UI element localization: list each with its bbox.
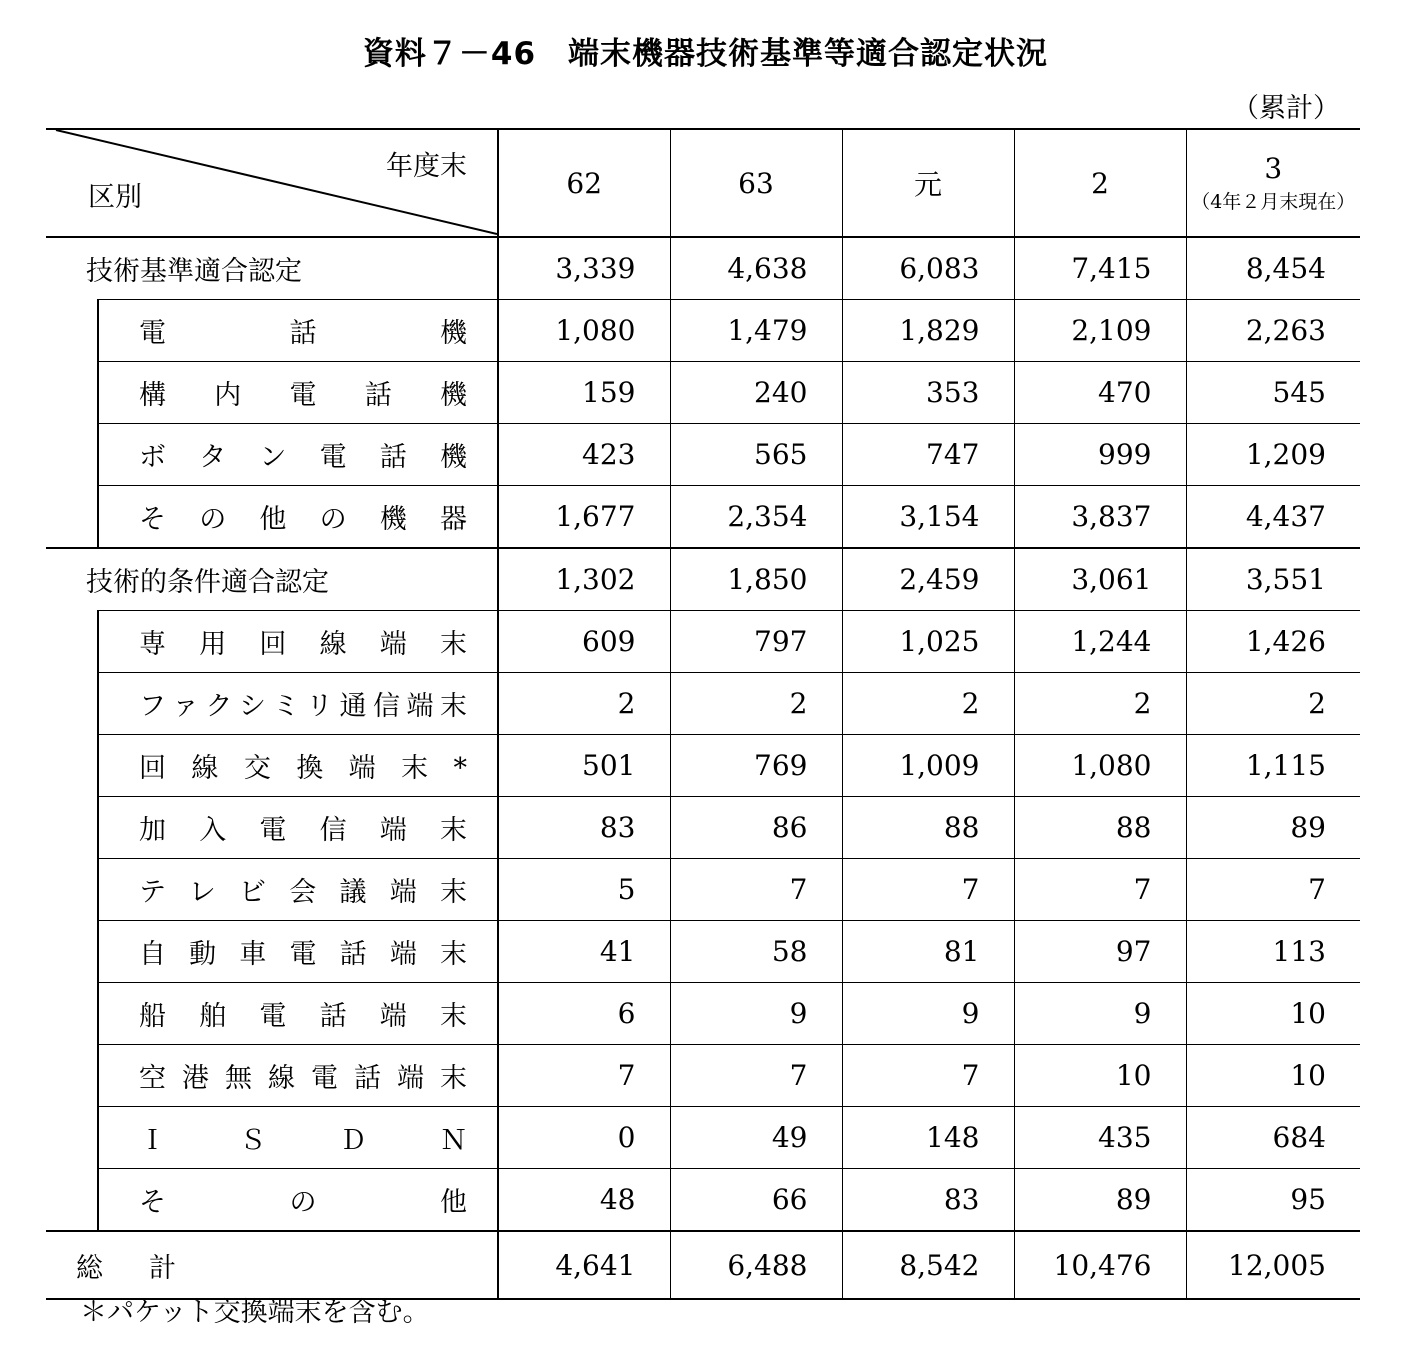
item-label: ボタン電話機 [98, 424, 498, 486]
item-label: テレビ会議端末 [98, 859, 498, 921]
item-value-cell: 1,080 [498, 300, 670, 362]
item-value-cell: 113 [1186, 921, 1360, 983]
item-value-cell: 89 [1014, 1169, 1186, 1232]
table-row [46, 300, 1360, 362]
item-label: その他 [98, 1169, 498, 1232]
item-value-cell: 1,829 [842, 300, 1014, 362]
total-row [46, 1231, 1360, 1299]
item-label: ファクシミリ通信端末 [98, 673, 498, 735]
item-label: 船舶電話端末 [98, 983, 498, 1045]
total-value-cell: 8,542 [842, 1231, 1014, 1299]
total-value-cell: 12,005 [1186, 1231, 1360, 1299]
item-value-cell: 83 [498, 797, 670, 859]
item-value-cell: 48 [498, 1169, 670, 1232]
total-value-cell: 6,488 [670, 1231, 842, 1299]
item-value-cell: 545 [1186, 362, 1360, 424]
indent-cell [46, 983, 98, 1045]
table-row [46, 859, 1360, 921]
item-value-cell: 86 [670, 797, 842, 859]
group-value-cell: 1,302 [498, 548, 670, 611]
item-value-cell: 10 [1186, 983, 1360, 1045]
item-value-cell: 7 [1014, 859, 1186, 921]
item-value-cell: 0 [498, 1107, 670, 1169]
item-value-cell: 49 [670, 1107, 842, 1169]
indent-cell [46, 611, 98, 673]
category-label: 区別 [88, 182, 142, 213]
total-value-cell: 4,641 [498, 1231, 670, 1299]
year-end-label: 年度末 [386, 151, 467, 182]
item-value-cell: 2 [1014, 673, 1186, 735]
item-value-cell: 81 [842, 921, 1014, 983]
item-value-cell: 2,109 [1014, 300, 1186, 362]
item-value-cell: 7 [670, 1045, 842, 1107]
total-value-cell: 10,476 [1014, 1231, 1186, 1299]
item-value-cell: 2 [670, 673, 842, 735]
item-value-cell: 2 [498, 673, 670, 735]
item-value-cell: 9 [842, 983, 1014, 1045]
item-value-cell: 1,426 [1186, 611, 1360, 673]
item-value-cell: 797 [670, 611, 842, 673]
year-header-62: 62 [498, 129, 670, 237]
item-value-cell: 5 [498, 859, 670, 921]
item-value-cell: 66 [670, 1169, 842, 1232]
year-header-3-note: （4年２月末現在） [1191, 191, 1356, 213]
table-row [46, 1045, 1360, 1107]
table-row [46, 921, 1360, 983]
group-value-cell: 8,454 [1186, 237, 1360, 300]
item-value-cell: 1,677 [498, 486, 670, 549]
item-value-cell: 501 [498, 735, 670, 797]
group-value-cell: 7,415 [1014, 237, 1186, 300]
item-value-cell: 88 [1014, 797, 1186, 859]
table-row [46, 611, 1360, 673]
item-value-cell: 3,837 [1014, 486, 1186, 549]
item-value-cell: 95 [1186, 1169, 1360, 1232]
group-value-cell: 3,339 [498, 237, 670, 300]
indent-cell [46, 362, 98, 424]
table-row [46, 424, 1360, 486]
group-label: 技術的条件適合認定 [46, 548, 498, 611]
item-value-cell: 2 [1186, 673, 1360, 735]
item-value-cell: 423 [498, 424, 670, 486]
item-label: 構内電話機 [98, 362, 498, 424]
table-row [46, 797, 1360, 859]
item-value-cell: 435 [1014, 1107, 1186, 1169]
table-row [46, 1107, 1360, 1169]
item-value-cell: 747 [842, 424, 1014, 486]
indent-cell [46, 1169, 98, 1232]
item-label: 自動車電話端末 [98, 921, 498, 983]
header-row [46, 129, 1360, 237]
footnote: ＊パケット交換端末を含む。 [80, 1297, 430, 1328]
item-value-cell: 3,154 [842, 486, 1014, 549]
item-value-cell: 1,080 [1014, 735, 1186, 797]
item-label: 専用回線端末 [98, 611, 498, 673]
group-value-cell: 1,850 [670, 548, 842, 611]
item-value-cell: 41 [498, 921, 670, 983]
unit-label: （累計） [1232, 93, 1340, 124]
item-value-cell: 1,115 [1186, 735, 1360, 797]
item-value-cell: 1,479 [670, 300, 842, 362]
group-value-cell: 3,061 [1014, 548, 1186, 611]
table-row [46, 362, 1360, 424]
item-value-cell: 1,009 [842, 735, 1014, 797]
group-value-cell: 4,638 [670, 237, 842, 300]
table-row [46, 735, 1360, 797]
item-value-cell: 148 [842, 1107, 1014, 1169]
year-header-3-label: 3 [1264, 152, 1283, 185]
year-header-2: 2 [1014, 129, 1186, 237]
item-value-cell: 565 [670, 424, 842, 486]
year-header-3 [1186, 129, 1360, 237]
indent-cell [46, 673, 98, 735]
item-value-cell: 7 [842, 859, 1014, 921]
indent-cell [46, 300, 98, 362]
certification-table [46, 128, 1360, 1300]
header-corner-cell [46, 129, 498, 237]
table-row [46, 1169, 1360, 1232]
item-value-cell: 1,209 [1186, 424, 1360, 486]
indent-cell [46, 859, 98, 921]
item-value-cell: 769 [670, 735, 842, 797]
indent-cell [46, 1107, 98, 1169]
indent-cell [46, 1045, 98, 1107]
item-value-cell: 999 [1014, 424, 1186, 486]
item-value-cell: 83 [842, 1169, 1014, 1232]
item-value-cell: 58 [670, 921, 842, 983]
item-label: その他の機器 [98, 486, 498, 549]
item-label: 回線交換端末* [98, 735, 498, 797]
indent-cell [46, 424, 98, 486]
item-value-cell: 353 [842, 362, 1014, 424]
item-value-cell: 1,244 [1014, 611, 1186, 673]
group-label: 技術基準適合認定 [46, 237, 498, 300]
item-value-cell: 470 [1014, 362, 1186, 424]
item-value-cell: 2,263 [1186, 300, 1360, 362]
document-title: 資料７－46 端末機器技術基準等適合認定状況 [362, 36, 1049, 72]
item-label: 電話機 [98, 300, 498, 362]
item-value-cell: 10 [1186, 1045, 1360, 1107]
group-value-cell: 2,459 [842, 548, 1014, 611]
indent-cell [46, 486, 98, 549]
year-header-gan: 元 [842, 129, 1014, 237]
item-value-cell: 1,025 [842, 611, 1014, 673]
item-value-cell: 159 [498, 362, 670, 424]
item-value-cell: 89 [1186, 797, 1360, 859]
total-label: 総計 [46, 1231, 498, 1299]
year-header-63: 63 [670, 129, 842, 237]
item-value-cell: 2 [842, 673, 1014, 735]
item-value-cell: 684 [1186, 1107, 1360, 1169]
item-value-cell: 7 [842, 1045, 1014, 1107]
indent-cell [46, 797, 98, 859]
item-value-cell: 7 [1186, 859, 1360, 921]
item-value-cell: 9 [1014, 983, 1186, 1045]
group-row [46, 548, 1360, 611]
group-row [46, 237, 1360, 300]
item-value-cell: 10 [1014, 1045, 1186, 1107]
item-value-cell: 97 [1014, 921, 1186, 983]
item-value-cell: 9 [670, 983, 842, 1045]
item-value-cell: 609 [498, 611, 670, 673]
group-value-cell: 6,083 [842, 237, 1014, 300]
item-label: ＩＳＤＮ [98, 1107, 498, 1169]
table-row [46, 486, 1360, 549]
item-value-cell: 7 [498, 1045, 670, 1107]
item-value-cell: 7 [670, 859, 842, 921]
item-value-cell: 4,437 [1186, 486, 1360, 549]
item-value-cell: 240 [670, 362, 842, 424]
item-value-cell: 2,354 [670, 486, 842, 549]
item-label: 加入電信端末 [98, 797, 498, 859]
indent-cell [46, 921, 98, 983]
item-value-cell: 6 [498, 983, 670, 1045]
item-label: 空港無線電話端末 [98, 1045, 498, 1107]
indent-cell [46, 735, 98, 797]
item-value-cell: 88 [842, 797, 1014, 859]
group-value-cell: 3,551 [1186, 548, 1360, 611]
table-row [46, 983, 1360, 1045]
table-row [46, 673, 1360, 735]
